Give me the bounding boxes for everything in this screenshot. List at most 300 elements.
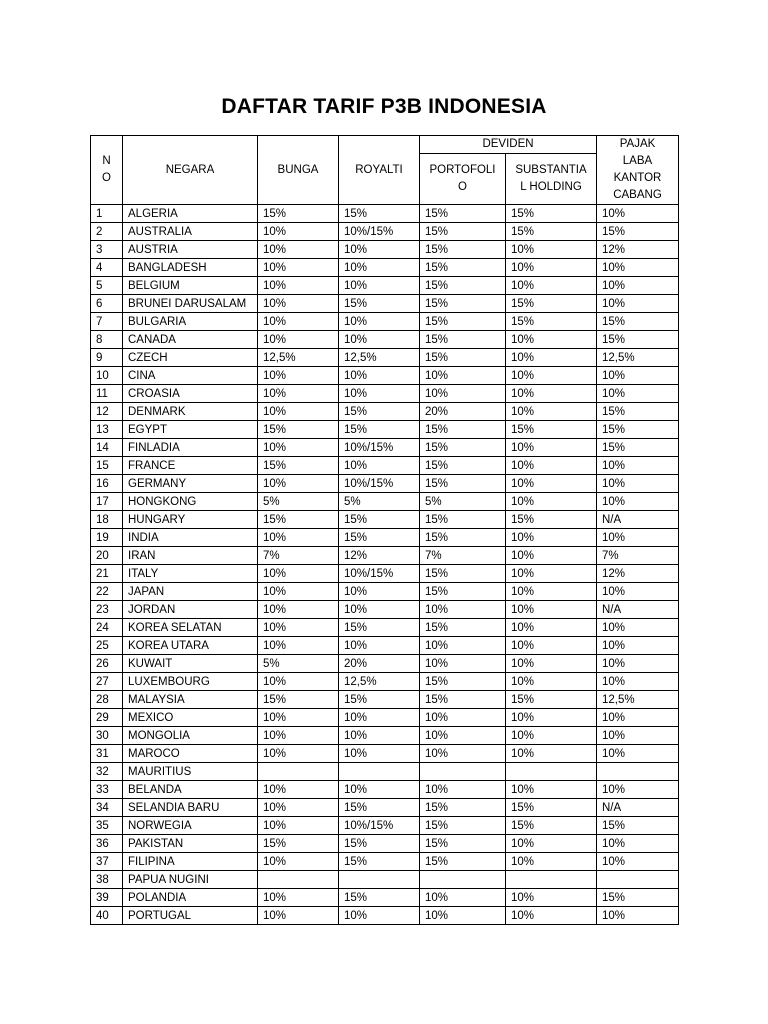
cell-royalti: 10%/15% (339, 439, 420, 457)
cell-royalti: 10% (339, 313, 420, 331)
cell-no: 15 (91, 457, 123, 475)
cell-royalti: 10% (339, 457, 420, 475)
cell-negara: HUNGARY (123, 511, 258, 529)
cell-no: 5 (91, 277, 123, 295)
cell-no: 25 (91, 637, 123, 655)
cell-portofolio: 7% (420, 547, 506, 565)
cell-bunga: 10% (258, 403, 339, 421)
cell-bunga: 10% (258, 889, 339, 907)
header-no: N O (91, 136, 123, 205)
cell-bunga: 10% (258, 673, 339, 691)
cell-bunga: 10% (258, 439, 339, 457)
cell-negara: POLANDIA (123, 889, 258, 907)
cell-no: 10 (91, 367, 123, 385)
cell-no: 8 (91, 331, 123, 349)
cell-no: 30 (91, 727, 123, 745)
table-row (91, 673, 679, 691)
cell-pajak: 10% (597, 835, 679, 853)
table-row (91, 637, 679, 655)
table-body (91, 205, 679, 925)
cell-substantial: 15% (506, 691, 597, 709)
cell-no: 24 (91, 619, 123, 637)
cell-negara: EGYPT (123, 421, 258, 439)
cell-substantial: 10% (506, 889, 597, 907)
cell-bunga: 10% (258, 583, 339, 601)
cell-bunga: 10% (258, 259, 339, 277)
table-row (91, 763, 679, 781)
cell-no: 28 (91, 691, 123, 709)
table-row (91, 475, 679, 493)
cell-negara: BULGARIA (123, 313, 258, 331)
cell-negara: AUSTRIA (123, 241, 258, 259)
cell-negara: MAROCO (123, 745, 258, 763)
cell-no: 32 (91, 763, 123, 781)
table-header (91, 136, 679, 205)
cell-portofolio: 15% (420, 835, 506, 853)
cell-negara: AUSTRALIA (123, 223, 258, 241)
table-row (91, 799, 679, 817)
cell-pajak: 10% (597, 727, 679, 745)
cell-portofolio: 10% (420, 907, 506, 925)
table-row (91, 223, 679, 241)
cell-pajak: 12% (597, 565, 679, 583)
cell-portofolio: 20% (420, 403, 506, 421)
cell-negara: KOREA SELATAN (123, 619, 258, 637)
cell-negara: DENMARK (123, 403, 258, 421)
cell-no: 4 (91, 259, 123, 277)
cell-bunga: 15% (258, 691, 339, 709)
cell-bunga: 5% (258, 655, 339, 673)
cell-bunga: 15% (258, 421, 339, 439)
cell-negara: CANADA (123, 331, 258, 349)
cell-royalti: 5% (339, 493, 420, 511)
cell-no: 9 (91, 349, 123, 367)
cell-negara: ALGERIA (123, 205, 258, 223)
cell-negara: CZECH (123, 349, 258, 367)
header-deviden: DEVIDEN (420, 136, 597, 154)
cell-substantial: 10% (506, 655, 597, 673)
cell-pajak: 15% (597, 421, 679, 439)
cell-royalti: 10% (339, 241, 420, 259)
cell-portofolio (420, 763, 506, 781)
cell-substantial: 10% (506, 259, 597, 277)
cell-royalti (339, 763, 420, 781)
cell-negara: BELANDA (123, 781, 258, 799)
cell-royalti: 15% (339, 619, 420, 637)
cell-bunga: 12,5% (258, 349, 339, 367)
cell-portofolio: 15% (420, 673, 506, 691)
cell-pajak: 15% (597, 817, 679, 835)
cell-negara: LUXEMBOURG (123, 673, 258, 691)
cell-portofolio: 15% (420, 331, 506, 349)
cell-substantial: 10% (506, 835, 597, 853)
cell-pajak (597, 763, 679, 781)
cell-substantial: 10% (506, 385, 597, 403)
cell-pajak: 10% (597, 907, 679, 925)
cell-no: 16 (91, 475, 123, 493)
cell-portofolio: 10% (420, 709, 506, 727)
table-row (91, 583, 679, 601)
cell-royalti: 15% (339, 205, 420, 223)
table-row (91, 565, 679, 583)
cell-negara: INDIA (123, 529, 258, 547)
cell-substantial: 10% (506, 367, 597, 385)
cell-pajak: 10% (597, 367, 679, 385)
cell-no: 29 (91, 709, 123, 727)
cell-negara: KOREA UTARA (123, 637, 258, 655)
cell-pajak: 7% (597, 547, 679, 565)
cell-no: 13 (91, 421, 123, 439)
cell-substantial: 15% (506, 295, 597, 313)
cell-no: 40 (91, 907, 123, 925)
table-row (91, 817, 679, 835)
cell-portofolio: 15% (420, 511, 506, 529)
cell-portofolio: 10% (420, 781, 506, 799)
header-pajak: PAJAK LABA KANTOR CABANG (597, 136, 679, 205)
cell-substantial: 10% (506, 673, 597, 691)
cell-bunga (258, 871, 339, 889)
cell-portofolio: 10% (420, 637, 506, 655)
cell-pajak: 10% (597, 637, 679, 655)
cell-no: 26 (91, 655, 123, 673)
cell-bunga: 7% (258, 547, 339, 565)
cell-substantial: 10% (506, 241, 597, 259)
cell-royalti: 15% (339, 799, 420, 817)
cell-no: 1 (91, 205, 123, 223)
cell-royalti: 20% (339, 655, 420, 673)
cell-pajak: 10% (597, 619, 679, 637)
cell-royalti: 10%/15% (339, 223, 420, 241)
cell-portofolio: 10% (420, 601, 506, 619)
table-row (91, 781, 679, 799)
cell-royalti: 15% (339, 511, 420, 529)
cell-no: 2 (91, 223, 123, 241)
cell-royalti: 10% (339, 277, 420, 295)
cell-negara: CINA (123, 367, 258, 385)
cell-negara: JORDAN (123, 601, 258, 619)
cell-pajak: 10% (597, 709, 679, 727)
cell-no: 3 (91, 241, 123, 259)
cell-bunga: 10% (258, 475, 339, 493)
cell-substantial: 10% (506, 349, 597, 367)
cell-substantial: 15% (506, 799, 597, 817)
cell-negara: FINLADIA (123, 439, 258, 457)
cell-bunga: 10% (258, 637, 339, 655)
cell-royalti: 12,5% (339, 673, 420, 691)
cell-portofolio: 10% (420, 745, 506, 763)
cell-portofolio (420, 871, 506, 889)
cell-negara: MALAYSIA (123, 691, 258, 709)
cell-royalti: 15% (339, 403, 420, 421)
tariff-table (90, 135, 679, 925)
cell-royalti: 10% (339, 745, 420, 763)
header-bunga: BUNGA (258, 136, 339, 205)
cell-no: 12 (91, 403, 123, 421)
cell-portofolio: 10% (420, 385, 506, 403)
cell-substantial: 10% (506, 637, 597, 655)
table-row (91, 295, 679, 313)
cell-no: 14 (91, 439, 123, 457)
cell-portofolio: 15% (420, 313, 506, 331)
cell-pajak: 10% (597, 853, 679, 871)
cell-no: 37 (91, 853, 123, 871)
cell-substantial: 15% (506, 511, 597, 529)
cell-negara: MEXICO (123, 709, 258, 727)
cell-royalti: 12% (339, 547, 420, 565)
cell-substantial: 10% (506, 529, 597, 547)
header-royalti: ROYALTI (339, 136, 420, 205)
cell-royalti: 10% (339, 331, 420, 349)
cell-no: 18 (91, 511, 123, 529)
cell-pajak: 10% (597, 295, 679, 313)
cell-portofolio: 10% (420, 367, 506, 385)
cell-pajak: N/A (597, 799, 679, 817)
page-title: DAFTAR TARIF P3B INDONESIA (221, 95, 547, 118)
table-row (91, 205, 679, 223)
cell-bunga: 10% (258, 853, 339, 871)
cell-portofolio: 15% (420, 619, 506, 637)
cell-bunga: 10% (258, 295, 339, 313)
cell-no: 7 (91, 313, 123, 331)
cell-negara: MONGOLIA (123, 727, 258, 745)
cell-bunga: 10% (258, 367, 339, 385)
cell-negara: ITALY (123, 565, 258, 583)
table-row (91, 331, 679, 349)
cell-substantial: 10% (506, 331, 597, 349)
cell-royalti: 10% (339, 709, 420, 727)
cell-pajak: 12,5% (597, 691, 679, 709)
cell-substantial: 15% (506, 205, 597, 223)
cell-portofolio: 15% (420, 241, 506, 259)
cell-portofolio: 15% (420, 565, 506, 583)
cell-no: 36 (91, 835, 123, 853)
cell-bunga: 10% (258, 799, 339, 817)
cell-no: 23 (91, 601, 123, 619)
cell-portofolio: 10% (420, 655, 506, 673)
cell-pajak: 15% (597, 313, 679, 331)
cell-pajak: 10% (597, 583, 679, 601)
cell-bunga: 10% (258, 817, 339, 835)
cell-negara: PAKISTAN (123, 835, 258, 853)
cell-portofolio: 10% (420, 889, 506, 907)
cell-portofolio: 15% (420, 799, 506, 817)
table-row (91, 511, 679, 529)
cell-portofolio: 15% (420, 295, 506, 313)
cell-pajak: 10% (597, 529, 679, 547)
cell-no: 17 (91, 493, 123, 511)
cell-royalti: 10% (339, 385, 420, 403)
cell-pajak: N/A (597, 601, 679, 619)
table-row (91, 547, 679, 565)
cell-no: 21 (91, 565, 123, 583)
cell-substantial: 10% (506, 601, 597, 619)
table-row (91, 907, 679, 925)
cell-bunga: 10% (258, 277, 339, 295)
cell-bunga: 10% (258, 313, 339, 331)
header-substantial: SUBSTANTIA L HOLDING (506, 154, 597, 205)
cell-royalti: 15% (339, 691, 420, 709)
cell-bunga: 10% (258, 619, 339, 637)
cell-bunga: 15% (258, 511, 339, 529)
cell-no: 22 (91, 583, 123, 601)
cell-no: 38 (91, 871, 123, 889)
cell-royalti: 10% (339, 727, 420, 745)
cell-substantial: 10% (506, 493, 597, 511)
cell-portofolio: 15% (420, 853, 506, 871)
cell-royalti: 10%/15% (339, 475, 420, 493)
cell-portofolio: 15% (420, 205, 506, 223)
cell-negara: BELGIUM (123, 277, 258, 295)
cell-substantial: 10% (506, 403, 597, 421)
cell-substantial: 15% (506, 313, 597, 331)
table-row (91, 493, 679, 511)
table-row (91, 727, 679, 745)
cell-portofolio: 15% (420, 259, 506, 277)
table-row (91, 619, 679, 637)
cell-bunga (258, 763, 339, 781)
cell-no: 11 (91, 385, 123, 403)
cell-bunga: 10% (258, 529, 339, 547)
cell-substantial: 10% (506, 781, 597, 799)
cell-royalti: 10% (339, 601, 420, 619)
cell-portofolio: 15% (420, 457, 506, 475)
cell-pajak: 15% (597, 889, 679, 907)
cell-no: 6 (91, 295, 123, 313)
cell-negara: KUWAIT (123, 655, 258, 673)
table-row (91, 601, 679, 619)
table-row (91, 403, 679, 421)
table-row (91, 745, 679, 763)
cell-substantial: 10% (506, 475, 597, 493)
cell-bunga: 15% (258, 457, 339, 475)
cell-royalti: 10% (339, 781, 420, 799)
cell-pajak: 12,5% (597, 349, 679, 367)
cell-no: 20 (91, 547, 123, 565)
header-portofolio: PORTOFOLI O (420, 154, 506, 205)
cell-pajak: 10% (597, 655, 679, 673)
cell-negara: JAPAN (123, 583, 258, 601)
cell-royalti: 10% (339, 907, 420, 925)
cell-bunga: 5% (258, 493, 339, 511)
cell-pajak: 12% (597, 241, 679, 259)
cell-pajak: 10% (597, 457, 679, 475)
cell-pajak: 10% (597, 781, 679, 799)
table-row (91, 277, 679, 295)
cell-substantial: 10% (506, 439, 597, 457)
cell-bunga: 10% (258, 709, 339, 727)
cell-substantial: 10% (506, 457, 597, 475)
cell-royalti: 10% (339, 259, 420, 277)
table-row (91, 439, 679, 457)
cell-portofolio: 15% (420, 421, 506, 439)
table-row (91, 709, 679, 727)
cell-pajak: 15% (597, 331, 679, 349)
cell-negara: BRUNEI DARUSALAM (123, 295, 258, 313)
cell-substantial: 10% (506, 619, 597, 637)
cell-negara: BANGLADESH (123, 259, 258, 277)
cell-pajak: 10% (597, 493, 679, 511)
cell-royalti: 10% (339, 583, 420, 601)
cell-portofolio: 15% (420, 529, 506, 547)
table-row (91, 241, 679, 259)
cell-royalti: 10%/15% (339, 817, 420, 835)
cell-substantial: 15% (506, 223, 597, 241)
cell-substantial: 15% (506, 817, 597, 835)
table-row (91, 835, 679, 853)
cell-portofolio: 5% (420, 493, 506, 511)
cell-substantial: 10% (506, 583, 597, 601)
cell-pajak: 10% (597, 259, 679, 277)
cell-bunga: 10% (258, 727, 339, 745)
cell-royalti: 12,5% (339, 349, 420, 367)
cell-pajak: 10% (597, 745, 679, 763)
cell-pajak: 10% (597, 673, 679, 691)
cell-negara: HONGKONG (123, 493, 258, 511)
cell-pajak: 10% (597, 385, 679, 403)
cell-royalti (339, 871, 420, 889)
cell-substantial: 10% (506, 547, 597, 565)
table-row (91, 889, 679, 907)
cell-royalti: 10% (339, 367, 420, 385)
cell-portofolio: 15% (420, 223, 506, 241)
table-row (91, 259, 679, 277)
cell-pajak: 10% (597, 475, 679, 493)
table-row (91, 529, 679, 547)
table-row (91, 457, 679, 475)
cell-bunga: 10% (258, 907, 339, 925)
cell-pajak: 10% (597, 205, 679, 223)
cell-negara: MAURITIUS (123, 763, 258, 781)
cell-no: 31 (91, 745, 123, 763)
cell-substantial: 10% (506, 709, 597, 727)
cell-negara: FRANCE (123, 457, 258, 475)
cell-royalti: 15% (339, 889, 420, 907)
table-row (91, 349, 679, 367)
cell-bunga: 10% (258, 781, 339, 799)
cell-substantial: 10% (506, 907, 597, 925)
cell-portofolio: 15% (420, 439, 506, 457)
cell-royalti: 10%/15% (339, 565, 420, 583)
cell-portofolio: 10% (420, 727, 506, 745)
cell-portofolio: 15% (420, 691, 506, 709)
table-row (91, 421, 679, 439)
cell-substantial: 10% (506, 565, 597, 583)
cell-bunga: 10% (258, 745, 339, 763)
cell-substantial: 10% (506, 853, 597, 871)
cell-royalti: 15% (339, 295, 420, 313)
cell-substantial (506, 763, 597, 781)
cell-substantial (506, 871, 597, 889)
cell-portofolio: 15% (420, 817, 506, 835)
table-row (91, 655, 679, 673)
cell-substantial: 10% (506, 727, 597, 745)
cell-negara: GERMANY (123, 475, 258, 493)
cell-portofolio: 15% (420, 349, 506, 367)
cell-bunga: 10% (258, 241, 339, 259)
cell-negara: CROASIA (123, 385, 258, 403)
cell-portofolio: 15% (420, 475, 506, 493)
cell-portofolio: 15% (420, 583, 506, 601)
cell-bunga: 10% (258, 385, 339, 403)
cell-negara: PORTUGAL (123, 907, 258, 925)
cell-no: 35 (91, 817, 123, 835)
cell-bunga: 10% (258, 331, 339, 349)
table-row (91, 313, 679, 331)
cell-no: 39 (91, 889, 123, 907)
cell-royalti: 15% (339, 853, 420, 871)
table-row (91, 853, 679, 871)
cell-bunga: 15% (258, 835, 339, 853)
